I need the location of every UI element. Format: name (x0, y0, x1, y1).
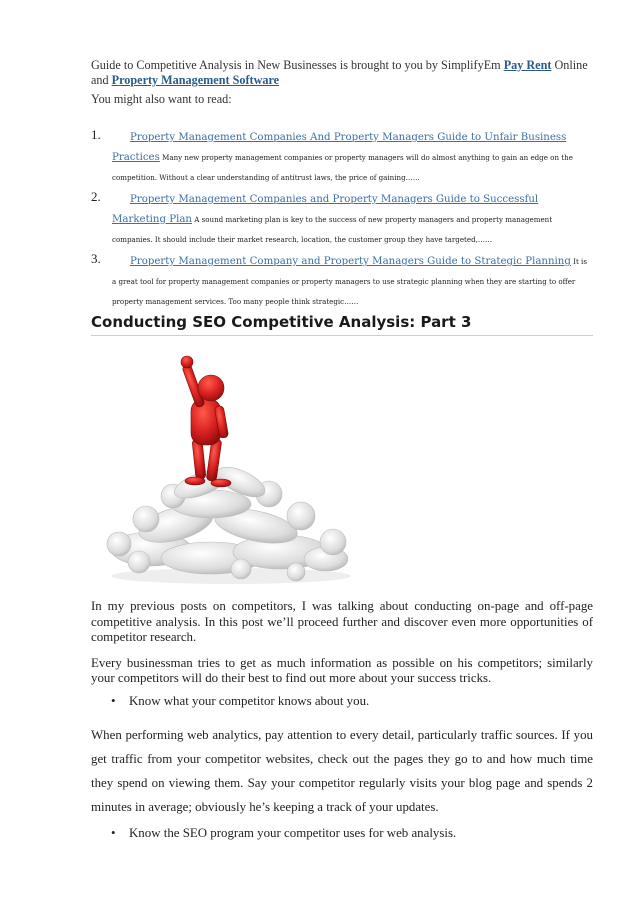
related-item-description: A sound marketing plan is key to the success of new property managers and property management companies. It should include their market research, location, the customer group they have targeted,…… (112, 215, 553, 244)
property-management-software-link[interactable]: Property Management Software (111, 73, 280, 87)
related-item-title: Property Management Company and Property Managers Guide to Strategic Planning (130, 256, 571, 267)
intro-paragraph (91, 58, 593, 88)
related-item-1 (91, 127, 593, 187)
article-paragraph: Every businessman tries to get as much information as possible on his competitors; similarly your competitors will do their best to find out more about your success tricks. (91, 655, 593, 685)
related-item-2 (91, 189, 593, 249)
document-page (91, 58, 593, 841)
related-item-title: Property Management Companies and Property Managers Guide to Successful Marketing Plan (112, 194, 539, 225)
related-item-title: Property Management Companies And Property Managers Guide to Unfair Business Practices (112, 132, 567, 163)
leader-figure-illustration (91, 344, 356, 589)
related-item-number: 2. (91, 189, 101, 204)
related-item-3 (91, 251, 593, 311)
related-item-description: Many new property management companies or property managers will do almost anything to gain an edge on the competition. Without a clear understanding of antitrust laws, the price of gaining…… (112, 153, 573, 182)
article-paragraph: When performing web analytics, pay attention to every detail, particularly traffic sources. If you get traffic from your competitor websites, check out the pages they go to and how much time they spend on viewing them. Say your competitor regularly visits your blog page and spends 2 minutes in average; obviously he’s keeping a track of your updates. (91, 727, 593, 814)
bullet-item: • Know the SEO program your competitor uses for web analysis. (91, 825, 593, 841)
also-read-label: You might also want to read: (91, 92, 232, 106)
pay-rent-link[interactable]: Pay Rent (503, 58, 552, 72)
related-item-description: It is a great tool for property management companies or property managers to use strategic planning when they are starting to offer property management services. Too many people think strategic…… (112, 257, 587, 306)
bullet-item: • Know what your competitor knows about you. (91, 693, 593, 709)
intro-text-b: Online and (91, 58, 588, 87)
related-item-link[interactable] (112, 256, 571, 267)
leader-on-crowd-image (91, 344, 356, 589)
related-item-number: 3. (91, 251, 101, 266)
intro-text-a: Guide to Competitive Analysis in New Businesses is brought to you by SimplifyEm (91, 58, 504, 72)
article-title: Conducting SEO Competitive Analysis: Part 3 (91, 313, 593, 336)
article-paragraph: In my previous posts on competitors, I was talking about conducting on-page and off-page competitive analysis. In this post we’ll proceed further and discover even more opportunities of competitor research. (91, 599, 593, 644)
related-item-number: 1. (91, 127, 101, 142)
related-articles-list (91, 127, 593, 311)
